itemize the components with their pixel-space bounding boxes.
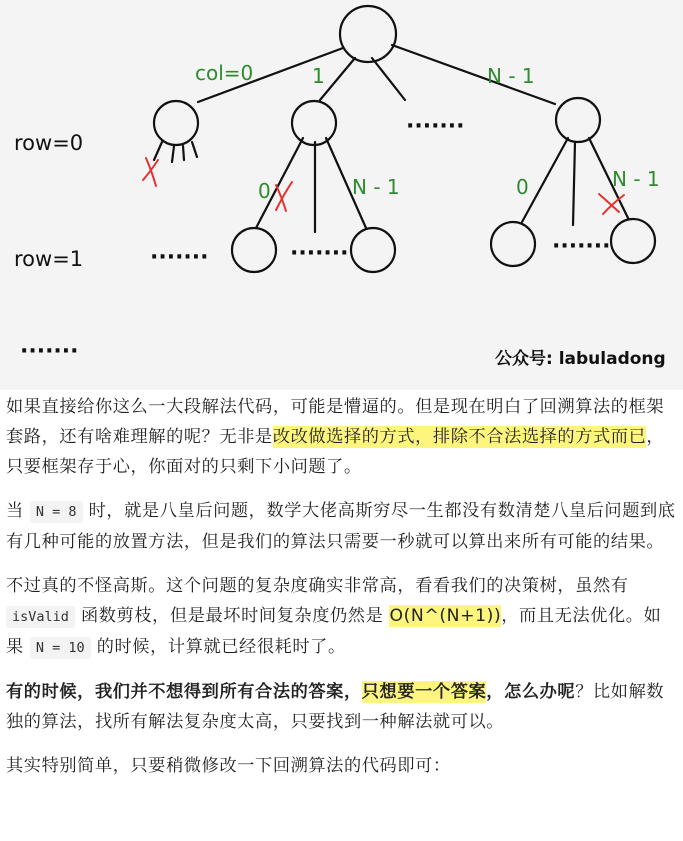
p3-text-2: 函数剪枝，但是最坏时间复杂度仍然是: [80, 606, 384, 626]
label-right-zero: 0: [516, 175, 529, 199]
ellipsis-row1-left: ·······: [150, 245, 209, 270]
watermark: 公众号: labuladong: [495, 349, 666, 369]
article-body: [6, 392, 678, 795]
p4-text-1: ？比如解数独的算法，找所有解法复杂度太高，只要找到一种解法就可以。: [6, 682, 665, 732]
ellipsis-row1-mid: ·······: [290, 241, 349, 266]
label-row1: row=1: [14, 247, 84, 271]
label-col0: col=0: [195, 61, 254, 85]
p3-text-1: 不过真的不怪高斯。这个问题的复杂度确实非常高，看看我们的决策树，虽然有: [6, 576, 629, 596]
paragraph-1: [6, 392, 678, 482]
paragraph-2: [6, 496, 678, 557]
p2-text-2: 时，就是八皇后问题，数学大佬高斯穷尽一生都没有数清楚八皇后问题到底有几种可能的放置方法，但是我们的算法只需要一秒就可以算出来所有可能的结果。: [6, 501, 676, 552]
p4-bold-3: ，怎么办呢: [486, 682, 576, 702]
label-colN1: N - 1: [487, 64, 535, 88]
paragraph-5: [6, 751, 678, 781]
label-row0: row=0: [14, 131, 84, 155]
p2-code-n8: N = 8: [30, 501, 83, 523]
p3-highlight-complexity: O(N^(N+1)): [389, 606, 502, 626]
p1-text-1: 如果直接给你这么一大段解法代码，可能是懵逼的。但是现在明白了回溯算法的框架套路，还有啥难理解的呢？无非是: [6, 397, 665, 447]
p3-code-n10: N = 10: [30, 637, 91, 659]
paragraph-3: [6, 571, 678, 663]
ellipsis-root-middle: ·······: [406, 114, 465, 139]
p1-highlight: 改改做选择的方式，排除不合法选择的方式而已: [272, 427, 647, 447]
p3-text-3: ，而且无法优化。如果: [6, 606, 662, 657]
p5-text-1: 其实特别简单，只要稍微修改一下回溯算法的代码即可：: [6, 756, 451, 776]
label-right-n1: N - 1: [612, 167, 660, 191]
decision-tree-svg: [0, 0, 683, 390]
decision-tree-diagram: [0, 0, 683, 390]
diagram-background: [0, 0, 683, 390]
p2-text-1: 当: [6, 501, 24, 521]
paragraph-4: [6, 677, 678, 737]
label-col1: 1: [312, 64, 325, 88]
edge-stub-3: [183, 146, 184, 160]
p3-code-isvalid: isValid: [6, 606, 75, 628]
p1-text-2: ，只要框架存于心，你面对的只剩下小问题了。: [6, 427, 665, 477]
label-left-zero: 0: [258, 179, 271, 203]
p3-text-4: 的时候，计算就已经很耗时了。: [96, 637, 346, 657]
ellipsis-row1-right: ·······: [552, 234, 611, 259]
p4-bold-highlight: 只想要一个答案: [361, 682, 487, 702]
label-left-n1: N - 1: [352, 175, 400, 199]
ellipsis-bottom: ·······: [20, 339, 79, 364]
p4-bold-1: 有的时候，我们并不想得到所有合法的答案，: [6, 682, 362, 702]
